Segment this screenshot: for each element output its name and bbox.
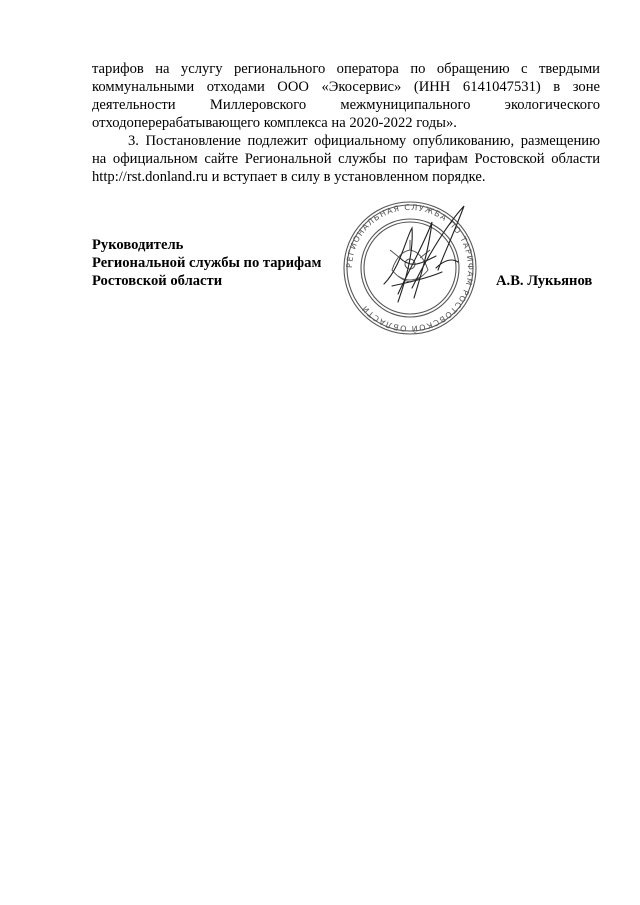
seal-text: РЕГИОНАЛЬНАЯ СЛУЖБА ПО ТАРИФАМ РОСТОВСКОЙ ОБЛАСТИ [344, 202, 476, 334]
paragraph-line: отходоперерабатывающего комплекса на 2020-2022 годы». [92, 115, 457, 131]
paragraph-continued [92, 60, 600, 132]
document-body [92, 60, 600, 186]
paragraph-line: тарифов на услугу регионального оператора по обращению с твердыми [92, 61, 600, 77]
paragraph-line: деятельности Миллеровского межмуниципального экологического [92, 97, 600, 113]
signer-name: А.В. Лукьянов [496, 273, 593, 289]
paragraph-line: коммунальными отходами ООО «Экосервис» (ИНН 6141047531) в зоне [92, 79, 600, 95]
signature-title-line: Руководитель [92, 237, 184, 253]
signature-title-line: Региональной службы по тарифам [92, 255, 322, 271]
signature-title-line: Ростовской области [92, 273, 223, 289]
official-seal [340, 198, 480, 338]
paragraph-3: 3. Постановление подлежит официальному опубликованию, размещению на официальном сайте Региональной службы по тарифам Ростовской области http://rst.donland.ru и вступает в силу в установленном порядке. [92, 133, 600, 185]
